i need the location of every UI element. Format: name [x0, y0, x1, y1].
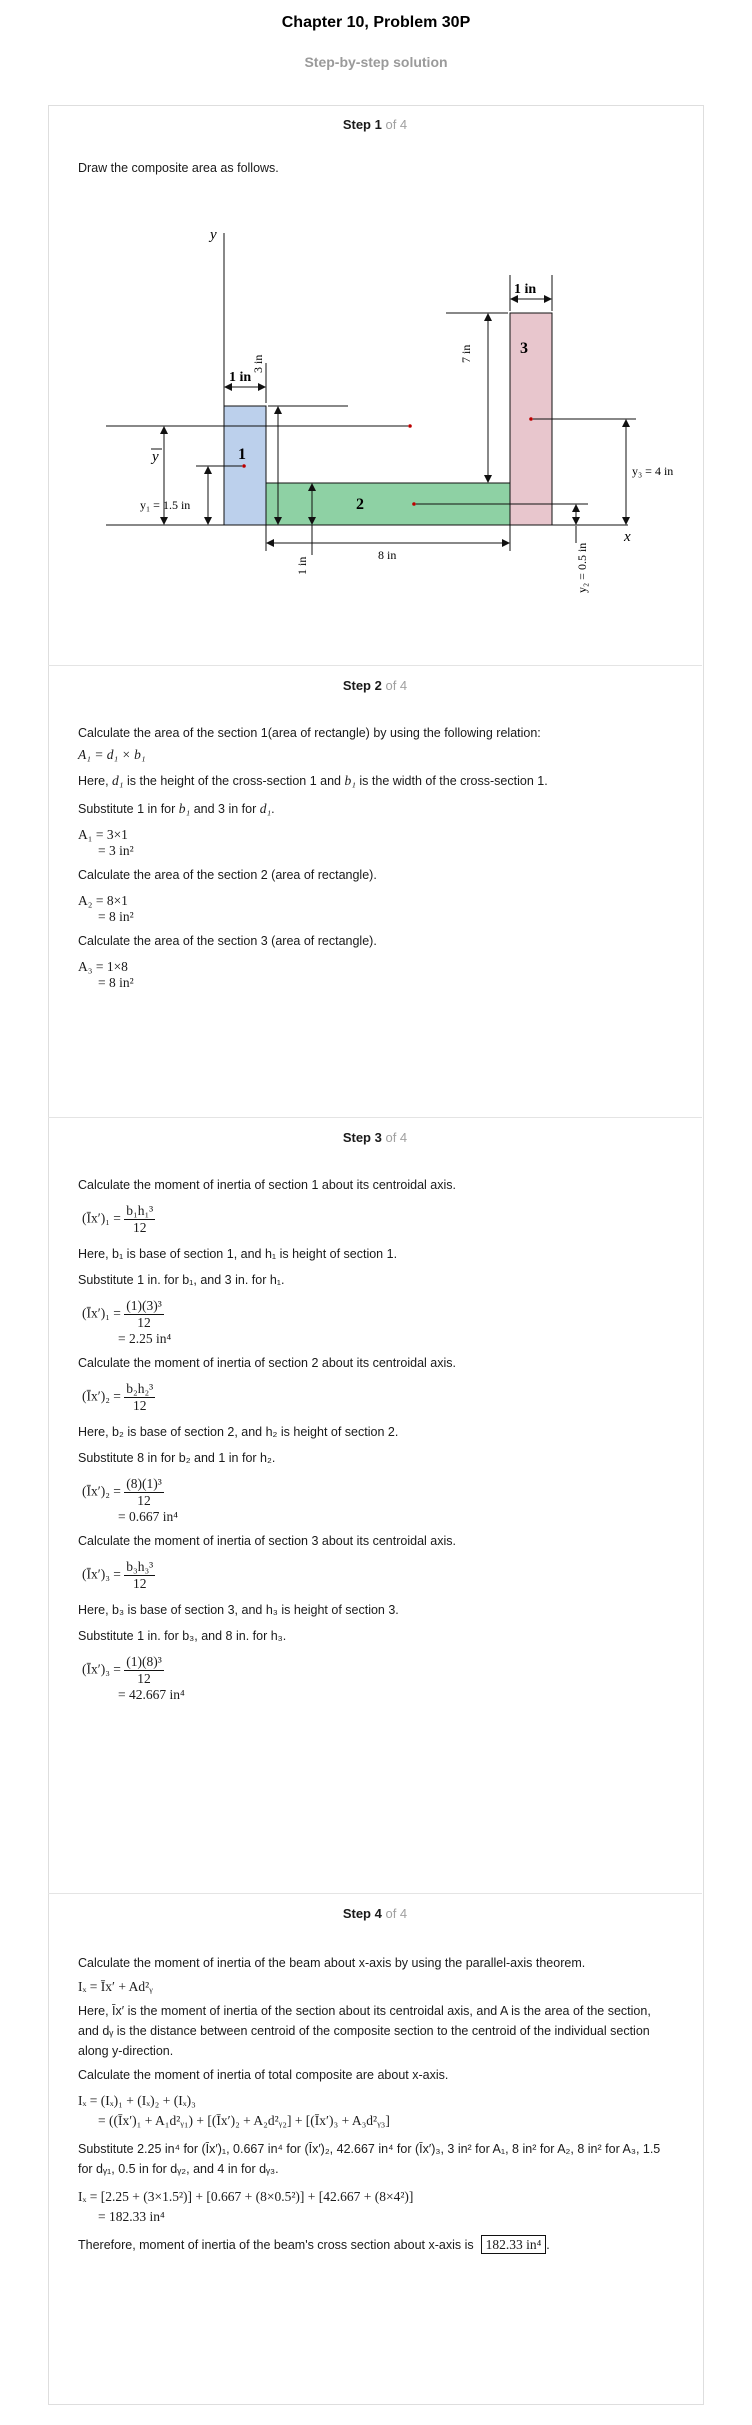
step-3-line: Substitute 1 in. for b₁, and 3 in. for h₁. [78, 1273, 285, 1287]
calc-inertia-2: (Īx′)₂ = $\frac{\text{(8)(1)³}}{12}$ [82, 1476, 162, 1508]
step-2-line: Substitute 1 in for b₁ and 3 in for d₁. [78, 801, 275, 816]
step-1-title: Step 1 of 4 [342, 117, 408, 132]
step-3-line: Here, b₃ is base of section 3, and h₃ is height of section 3. [78, 1603, 399, 1617]
composite-area-figure [48, 213, 702, 613]
step-3-line: Calculate the moment of inertia of section 2 about its centroidal axis. [78, 1356, 456, 1370]
calc-area-3-result: = 8 in² [98, 975, 134, 990]
step-4-line: Substitute 2.25 in⁴ for (Īx′)₁, 0.667 in⁴ for (Īx′)₂, 42.667 in⁴ for (Īx′)₃, 3 in² for A₁, 8 in² for A₂, 8 in² for A₃, 1.5 for dᵧ₁, 0.5 in for dᵧ₂, and 4 in for dᵧ₃. [78, 2142, 661, 2176]
step-4-line: Calculate the moment of inertia of total composite are about x-axis. [78, 2068, 449, 2082]
step-3-line: Here, b₁ is base of section 1, and h₁ is height of section 1. [78, 1247, 398, 1261]
dim-section2-height: 1 in [295, 556, 309, 575]
step-3 [48, 1117, 702, 1894]
step-3-line: Calculate the moment of inertia of section 1 about its centroidal axis. [78, 1178, 456, 1192]
step-2-line: Calculate the area of the section 3 (area of rectangle). [78, 934, 377, 948]
dim-y3: y₃ = 4 in [632, 464, 674, 478]
final-answer-line: Therefore, moment of inertia of the beam's cross section about x-axis is 182.33 in⁴ . [78, 2237, 550, 2252]
calc-inertia-2-result: = 0.667 in⁴ [118, 1509, 178, 1524]
final-answer-box: 182.33 in⁴ [481, 2235, 547, 2254]
step-4 [48, 1893, 702, 2404]
step-3-title: Step 3 of 4 [342, 1130, 408, 1145]
calc-area-1-result: = 3 in² [98, 843, 134, 858]
dim-y2: y₂ = 0.5 in [575, 542, 589, 593]
step-2-line: Here, d₁ is the height of the cross-section 1 and b₁ is the width of the cross-section 1. [78, 773, 548, 788]
formula-total-inertia: Iₓ = (Iₓ)₁ + (Iₓ)₂ + (Iₓ)₃ [78, 2093, 196, 2108]
calc-area-2: A₂ = 8×1 [78, 893, 128, 908]
section-2-label: 2 [356, 496, 364, 513]
dim-section1-width: 1 in [229, 370, 252, 385]
formula-inertia-1: (Īx′)₁ = $\frac{\text{b₁h₁³}}{12}$ [82, 1203, 154, 1235]
calc-total-inertia: Iₓ = [2.25 + (3×1.5²)] + [0.667 + (8×0.5²)] + [42.667 + (8×4²)] [78, 2189, 414, 2204]
step-3-line: Substitute 1 in. for b₃, and 8 in. for h₃. [78, 1629, 287, 1643]
dim-section3-width: 1 in [514, 282, 537, 297]
step-4-title: Step 4 of 4 [342, 1906, 408, 1921]
formula-inertia-3: (Īx′)₃ = $\frac{\text{b₃h₃³}}{12}$ [82, 1559, 154, 1591]
formula-total-inertia-expanded: = ((Īx′)₁ + A₁d²ᵧ₁) + [(Īx′)₂ + A₂d²ᵧ₂] + [(Īx′)₃ + A₃d²ᵧ₃] [98, 2113, 390, 2128]
x-axis-label: x [624, 529, 631, 545]
formula-inertia-2: (Īx′)₂ = $\frac{\text{b₂h₂³}}{12}$ [82, 1381, 154, 1413]
y-bar-label: y [152, 449, 159, 465]
step-3-line: Here, b₂ is base of section 2, and h₂ is height of section 2. [78, 1425, 399, 1439]
step-4-line: Calculate the moment of inertia of the beam about x-axis by using the parallel-axis theorem. [78, 1956, 586, 1970]
page-header [0, 0, 752, 76]
calc-area-3: A₃ = 1×8 [78, 959, 128, 974]
page-title: Chapter 10, Problem 30P [281, 14, 471, 31]
step-2-line: Calculate the area of the section 2 (area of rectangle). [78, 868, 377, 882]
step-4-line: Here, Īx′ is the moment of inertia of the section about its centroidal axis, and A is the area of the section, and dᵧ is the distance between centroid of the composite section to the centroid of the individual section along y-direction. [78, 2004, 651, 2058]
step-3-line: Substitute 8 in for b₂ and 1 in for h₂. [78, 1451, 276, 1465]
y-axis-label: y [210, 227, 217, 243]
calc-area-2-result: = 8 in² [98, 909, 134, 924]
calc-inertia-1: (Īx′)₁ = $\frac{\text{(1)(3)³}}{12}$ [82, 1298, 162, 1330]
calc-inertia-3-result: = 42.667 in⁴ [118, 1687, 185, 1702]
calc-area-1: A₁ = 3×1 [78, 827, 128, 842]
dim-y1: y₁ = 1.5 in [140, 498, 191, 512]
section-3-label: 3 [520, 340, 528, 357]
page-subtitle: Step-by-step solution [304, 54, 448, 70]
step-2 [48, 665, 702, 1118]
dim-section3-height: 7 in [459, 344, 473, 363]
step-1 [48, 105, 702, 665]
calc-total-inertia-result: = 182.33 in⁴ [98, 2209, 165, 2224]
dim-section2-width: 8 in [378, 548, 397, 562]
step-1-intro: Draw the composite area as follows. [78, 161, 279, 175]
step-2-line: Calculate the area of the section 1(area of rectangle) by using the following relation: [78, 726, 541, 740]
step-3-line: Calculate the moment of inertia of section 3 about its centroidal axis. [78, 1534, 456, 1548]
calc-inertia-3: (Īx′)₃ = $\frac{\text{(1)(8)³}}{12}$ [82, 1654, 162, 1686]
formula-parallel-axis: Iₓ = Īx′ + Ad²ᵧ [78, 1979, 153, 1994]
dim-section1-height: 3 in [251, 354, 265, 373]
formula-area-1: A₁ = d₁ × b₁ [78, 747, 146, 762]
calc-inertia-1-result: = 2.25 in⁴ [118, 1331, 172, 1346]
step-2-title: Step 2 of 4 [342, 678, 408, 693]
section-1-label: 1 [238, 446, 246, 463]
